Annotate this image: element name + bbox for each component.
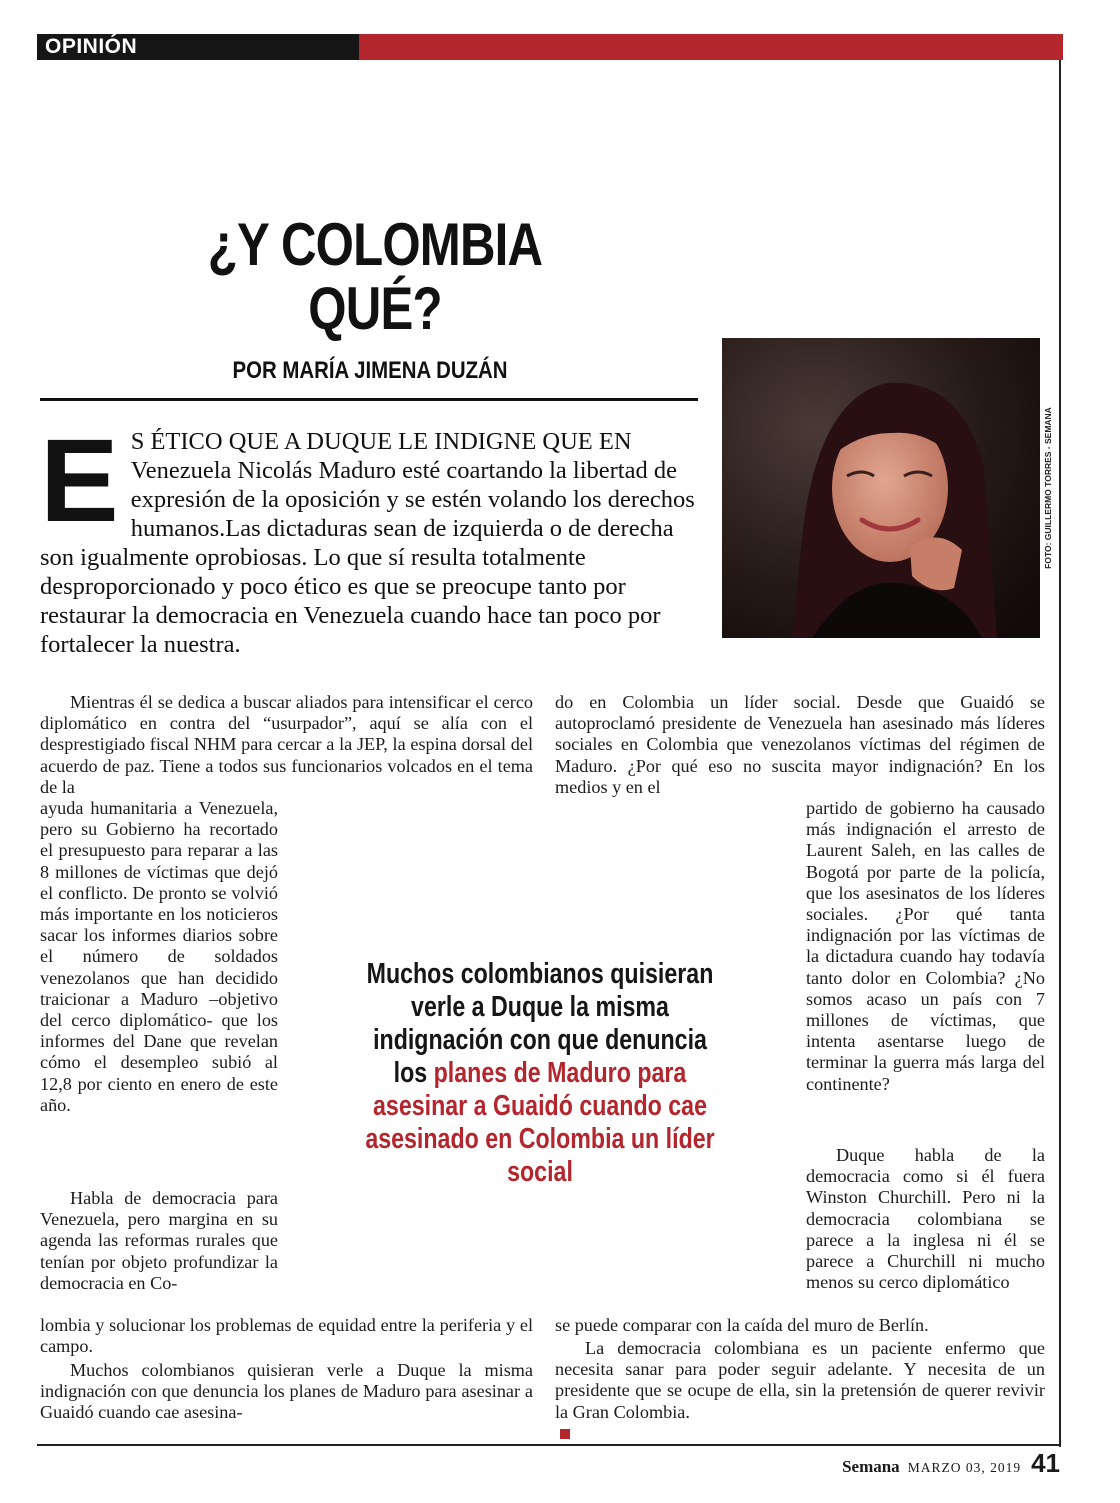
section-label-box — [37, 34, 359, 60]
page-number: 41 — [1031, 1448, 1060, 1478]
pull-quote — [360, 958, 720, 1189]
author-photo — [722, 338, 1040, 638]
body-left-narrow-2: Habla de democracia para Venezuela, pero margina en su agenda las reformas rurales que tenían por objeto profundizar la democracia en Co- — [40, 1188, 278, 1293]
body-left-bottom-1: lombia y solucionar los problemas de equidad entre la periferia y el campo. — [40, 1315, 533, 1357]
issue-date: MARZO 03, 2019 — [907, 1460, 1022, 1475]
page-footer — [842, 1448, 1060, 1482]
body-right-bottom-2: La democracia colombiana es un paciente enfermo que necesita sanar para poder seguir adelante. Y necesita de un presidente que se ocupe de ella, sin la pretensión de querer revivir la Gran Colombia. — [555, 1338, 1045, 1444]
title-line-1: ¿Y COLOMBIA — [207, 211, 543, 278]
body-right-narrow-1: partido de gobierno ha causado más indignación el arresto de Laurent Saleh, en las calles de Bogotá por parte de la policía, que los asesinatos de los líderes sociales. ¿Por qué tanta indignación por las víctimas de la dictadura cuando hay todavía tanto dolor en Colombia? ¿No somos acaso un país con 7 millones de víctimas, que intenta asentarse luego de terminar la guerra más larga del continente? — [806, 798, 1045, 1094]
section-accent-bar — [359, 34, 1063, 60]
body-left-bottom-2: Muchos colombianos quisieran verle a Duque la misma indignación con que denuncia los planes de Maduro para asesinar a Guaidó cuando cae asesina- — [40, 1360, 533, 1423]
body-left-top: Mientras él se dedica a buscar aliados para intensificar el cerco diplomático en contra del “usurpador”, aquí se alía con el desprestigiado fiscal NHM para cercar a la JEP, la espina dorsal del acuerdo de paz. Tiene a todos sus funcionarios volcados en el tema de la — [40, 692, 533, 797]
section-label: OPINIÓN — [45, 35, 138, 58]
body-left-narrow-1: ayuda humanitaria a Venezuela, pero su Gobierno ha recortado el presupuesto para reparar a las 8 millones de víctimas que dejó el conflicto. De pronto se volvió más importante en los noticieros sacar los informes diarios sobre el número de soldados venezolanos que han decidido traicionar a Maduro –objetivo del cerco diplomático- que los informes del Dane que revelan cómo el desempleo subió al 12,8 por ciento en enero de este año. — [40, 798, 278, 1115]
pull-quote-black: Muchos colombianos quisieran verle a Duque la misma indignación con que denuncia los — [366, 958, 714, 1089]
body-right-bottom-1: se puede comparar con la caída del muro de Berlín. — [555, 1315, 929, 1335]
body-right-top: do en Colombia un líder social. Desde que Guaidó se autoproclamó presidente de Venezuela han asesinado más líderes sociales en Colombia que venezolanos víctimas del régimen de Maduro. ¿Por qué eso no suscita mayor indignación? En los medios y en el — [555, 692, 1045, 797]
right-border-rule — [1059, 60, 1061, 1447]
author-portrait-image — [722, 338, 1040, 638]
article-title — [145, 213, 604, 341]
publication-name: Semana — [842, 1457, 900, 1476]
pull-quote-red: planes de Maduro para asesinar a Guaidó cuando cae asesinado en Colombia un líder social — [365, 1057, 715, 1188]
lede-paragraph — [40, 415, 702, 659]
photo-credit-text: FOTO: GUILLERMO TORRES - SEMANA — [1043, 407, 1053, 569]
section-header-bar — [37, 34, 1063, 60]
body-right-narrow-2: Duque habla de la democracia como si él fuera Winston Churchill. Pero ni la democracia colombiana se parece a la inglesa ni él se parece a Churchill ni mucho menos su cerco diplomático — [806, 1145, 1045, 1293]
title-divider — [40, 398, 698, 401]
bottom-rule — [37, 1444, 1061, 1446]
end-of-article-mark — [560, 1429, 570, 1439]
byline: POR MARÍA JIMENA DUZÁN — [232, 357, 508, 384]
lede-text: S ÉTICO QUE A DUQUE LE INDIGNE QUE EN Venezuela Nicolás Maduro esté coartando la libertad de expresión de la oposición y se estén volando los derechos humanos.Las dictaduras sean de izquierda o de derecha son igualmente oprobiosas. Lo que sí resulta totalmente desproporcionado y poco ético es que se preocupe tanto por restaurar la democracia en Venezuela cuando hace tan poco por fortalecer la nuestra. — [40, 428, 695, 658]
drop-cap: E — [40, 415, 119, 547]
photo-credit — [1040, 338, 1056, 638]
title-line-2: QUÉ? — [308, 275, 442, 342]
